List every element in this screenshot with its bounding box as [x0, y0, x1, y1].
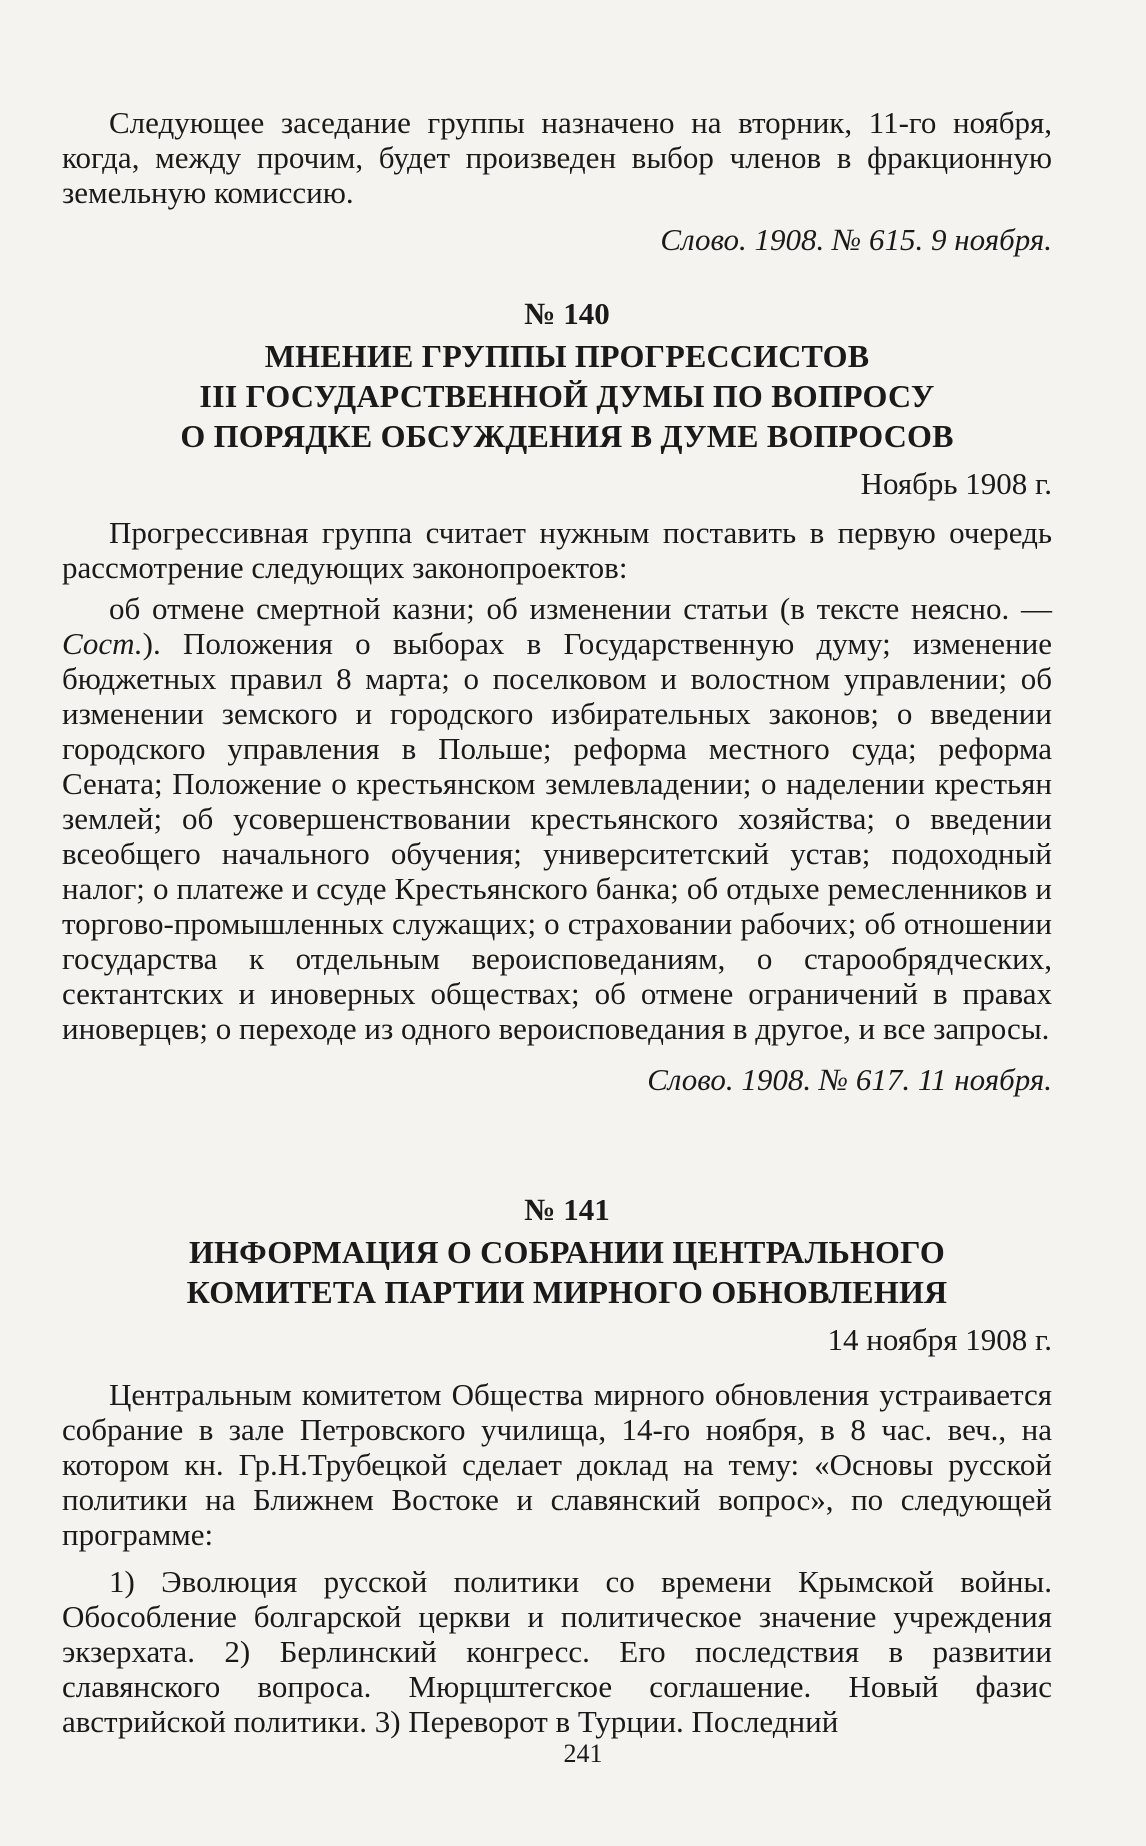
doc140-source: Слово. 1908. № 617. 11 ноября. [647, 1062, 1052, 1097]
doc140-number: № 140 [524, 296, 610, 331]
doc140-date: Ноябрь 1908 г. [860, 466, 1052, 501]
doc140-para2 [62, 591, 1052, 1046]
doc140-title-line3: О ПОРЯДКЕ ОБСУЖДЕНИЯ В ДУМЕ ВОПРОСОВ [180, 418, 954, 454]
doc141-number: № 141 [524, 1192, 610, 1227]
doc140-title-line1: МНЕНИЕ ГРУППЫ ПРОГРЕССИСТОВ [264, 338, 870, 374]
doc141-date: 14 ноября 1908 г. [827, 1322, 1052, 1357]
doc140-para2-compiler-note: Сост. [62, 626, 143, 661]
doc141-title-line1: ИНФОРМАЦИЯ О СОБРАНИИ ЦЕНТРАЛЬНОГО [188, 1234, 946, 1270]
doc140-title-line2: III ГОСУДАРСТВЕННОЙ ДУМЫ ПО ВОПРОСУ [199, 378, 935, 414]
doc140-para1: Прогрессивная группа считает нужным поставить в первую очередь рассмотрение следующих законопроектов: [62, 515, 1052, 585]
document-140 [62, 296, 1052, 1097]
doc141-para2: 1) Эволюция русской политики со времени Крымской войны. Обособление болгарской церкви и политическое значение учреждения экзерхата. 2) Берлинский конгресс. Его последствия в развитии славянского вопроса. Мюрцштегское соглашение. Новый фазис австрийской политики. 3) Переворот в Турции. Последний [62, 1564, 1052, 1739]
intro-block [62, 105, 1052, 257]
page-number: 241 [563, 1739, 603, 1768]
intro-paragraph: Следующее заседание группы назначено на вторник, 11-го ноября, когда, между прочим, будет произведен выбор членов в фракционную земельную комиссию. [62, 105, 1052, 210]
document-141 [62, 1192, 1052, 1739]
doc140-para2-start: об отмене смертной казни; об изменении статьи (в тексте неясно. — [109, 591, 1052, 626]
doc141-para1: Центральным комитетом Общества мирного обновления устраивается собрание в зале Петровского училища, 14-го ноября, в 8 час. веч., на котором кн. Гр.Н.Трубецкой сделает доклад на тему: «Основы русской политики на Ближнем Востоке и славянский вопрос», по следующей программе: [62, 1377, 1052, 1552]
intro-source: Слово. 1908. № 615. 9 ноября. [660, 222, 1052, 257]
doc140-para2-rest: ). Положения о выборах в Государственную думу; изменение бюджетных правил 8 марта; о поселковом и волостном управлении; об изменении земского и городского избирательных законов; о введении городского управления в Польше; реформа местного суда; реформа Сената; Положение о крестьянском землевладении; о наделении крестьян землей; об усовершенствовании крестьянского хозяйства; о введении всеобщего начального обучения; университетский устав; подоходный налог; о платеже и ссуде Крестьянского банка; об отдыхе ремесленников и торгово-промышленных служащих; о страховании рабочих; об отношении государства к отдельным вероисповеданиям, о старообрядческих, сектантских и иноверных обществах; об отмене ограничений в правах иноверцев; о переходе из одного вероисповедания в другое, и все запросы. [62, 626, 1052, 1046]
doc141-title-line2: КОМИТЕТА ПАРТИИ МИРНОГО ОБНОВЛЕНИЯ [186, 1274, 948, 1310]
